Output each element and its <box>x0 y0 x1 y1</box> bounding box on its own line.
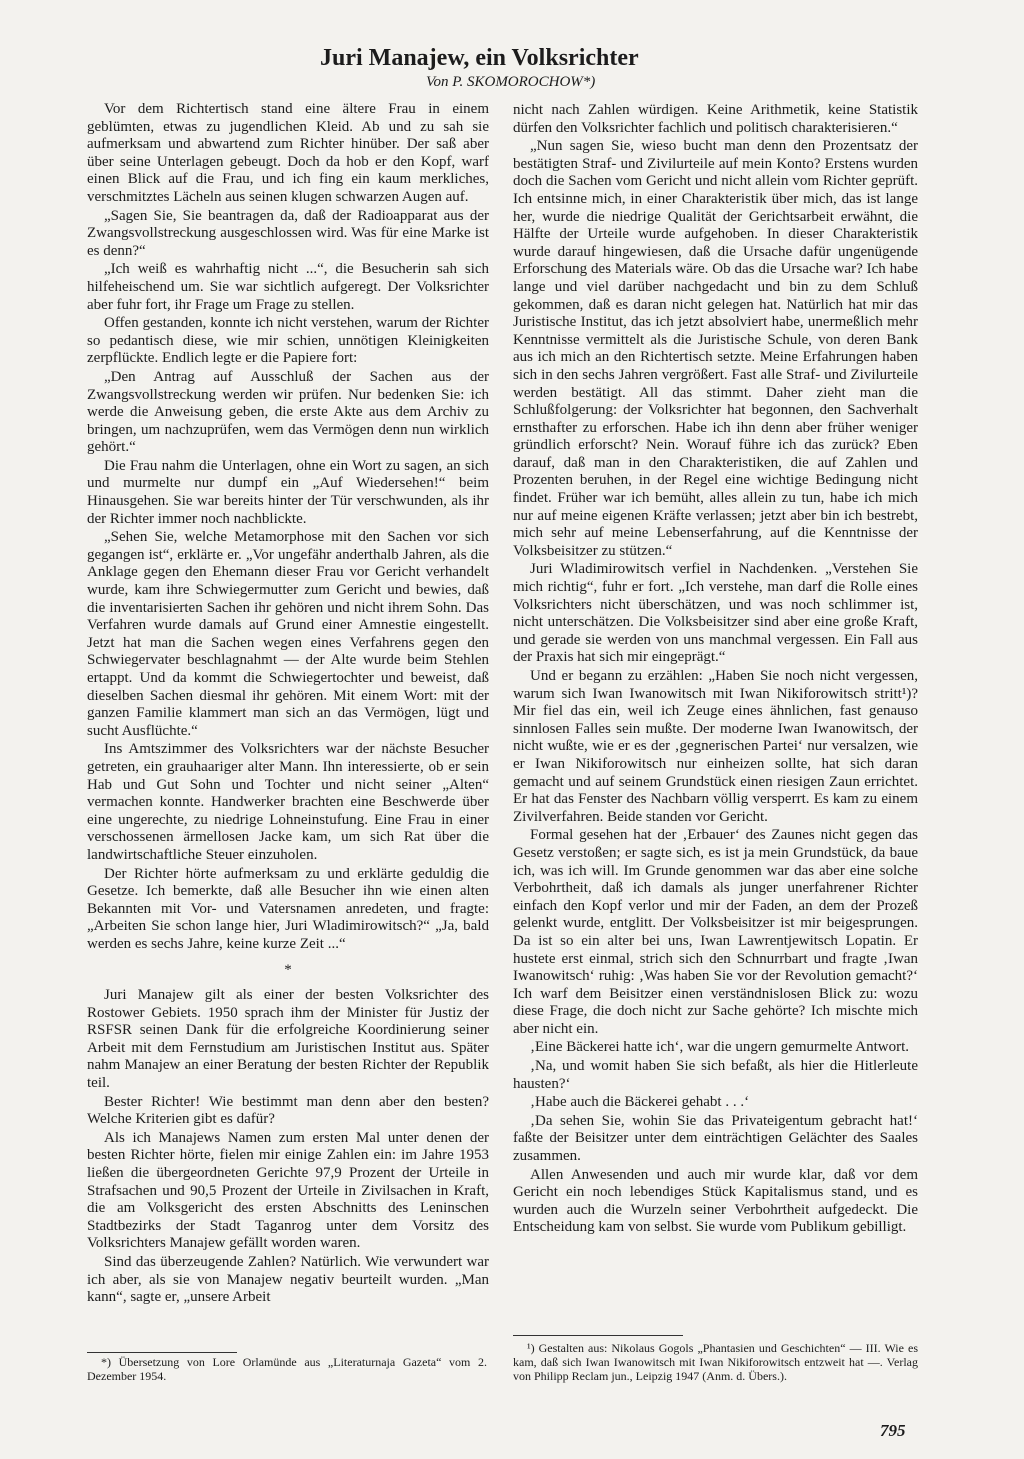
paragraph: Bester Richter! Wie bestimmt man denn aber den besten? Welche Kriterien gibt es dafür? <box>87 1093 489 1128</box>
paragraph: ‚Habe auch die Bäckerei gehabt . . .‘ <box>530 1094 750 1111</box>
paragraph: ‚Eine Bäckerei hatte ich‘, war die ungern gemurmelte Antwort. <box>530 1039 910 1056</box>
page-number: 795 <box>880 1421 906 1440</box>
footnote-text: *) Übersetzung von Lore Orlamünde aus „Literaturnaja Gazeta“ vom 2. Dezember 1954. <box>87 1355 487 1383</box>
footnote-rule <box>513 1335 683 1336</box>
article-title: Juri Manajew, ein Volksrichter <box>320 45 639 71</box>
paragraph: Vor dem Richtertisch stand eine ältere Frau in einem geblümten, etwas zu jugendlichen Kleid. Ab und zu sah sie aufmerksam und abwartend zum Richter hinüber. Der saß aber über seine Unterlagen gebeugt. Doch da hob er den Kopf, warf einen Blick auf die Frau, und ich fing ein kaum merkliches, verschmitztes Lächeln aus seinen klugen schwarzen Augen auf. <box>87 101 489 205</box>
section-separator: * <box>284 961 292 978</box>
paragraph: Sind das überzeugende Zahlen? Natürlich. Wie verwundert war ich aber, als sie von Manajew negativ beurteilt wurden. „Man kann“, sagte er, „unsere Arbeit <box>87 1254 489 1306</box>
article-byline: Von P. SKOMOROCHOW*) <box>426 74 596 90</box>
paragraph: „Ich weiß es wahrhaftig nicht ...“, die Besucherin sah sich hilfeheischend um. Sie war sichtlich aufgeregt. Der Volksrichter aber fuhr fort, ihr Frage um Frage zu stellen. <box>87 261 489 313</box>
paragraph: Juri Manajew gilt als einer der besten Volksrichter des Rostower Gebiets. 1950 sprach ihm der Minister für Justiz der RSFSR seinen Dank für die erfolgreiche Koordinierung seiner Arbeit mit dem Fernstudium am Juristischen Institut aus. Später nahm Manajew an einer Beratung der besten Richter der Republik teil. <box>87 987 489 1092</box>
footnote-left <box>87 1352 487 1383</box>
paragraph: Juri Wladimirowitsch verfiel in Nachdenken. „Verstehen Sie mich richtig“, fuhr er fort. „Ich verstehe, man darf die Rolle eines Volksrichters nicht überschätzen, und was noch schlimmer ist, nicht unterschätzen. Die Volksbeisitzer sind aber eine große Kraft, und gerade sie werden von uns manchmal vergessen. Ein Fall aus der Praxis hat sich mir eingeprägt.“ <box>513 561 918 666</box>
footnote-right <box>513 1335 918 1383</box>
footnote-text: ¹) Gestalten aus: Nikolaus Gogols „Phantasien und Geschichten“ — III. Wie es kam, daß sich Iwan Iwanowitsch mit Iwan Nikiforowitsch entzweit hat —. Verlag von Philipp Reclam jun., Leipzig 1947 (Anm. d. Übers.). <box>513 1341 918 1383</box>
paragraph: „Nun sagen Sie, wieso bucht man denn den Prozentsatz der bestätigten Straf- und Zivilurteile auf mein Konto? Erstens wurden doch die Sachen vom Gericht und nicht allein vom Richter geprüft. Ich entsinne mich, in einer Charakteristik über mich, das ist lange her, wurde die niedrige Qualität der Gerichtsarbeit erwähnt, die Hälfte der Urteile wurde aufgehoben. In dieser Charakteristik wurde darauf hingewiesen, daß die Ursache dafür ungenügende Erforschung des Materials wäre. Ob das die Ursache war? Ich habe lange und viel darüber nachgedacht und bin zu dem Schluß gekommen, daß es daran nicht gelegen hat. Natürlich hat mir das Juristische Institut, das ich jetzt absolviert habe, unermeßlich mehr Kenntnisse vermittelt als die Juristische Schule, von deren Bank aus ich mich an den Richtertisch setzte. Meine Erfahrungen haben sich in den sechs Jahren vergrößert. Fast alle Straf- und Zivilurteile werden bestätigt. All das stimmt. Daher zieht man die Schlußfolgerung: der Volksrichter hat begonnen, den Sachverhalt ernsthafter zu erforschen. Habe ich ihn denn aber früher weniger gründlich erforscht? Nein. Worauf führe ich das zurück? Eben darauf, daß man in den Charakteristiken, die auf Zahlen und Prozenten beruhen, in der Regel eine wichtige Bedingung nicht findet. Früher war ich bemüht, alles allein zu tun, habe ich mich nur auf meine eigenen Kräfte verlassen; jetzt aber bin ich bestrebt, mich sehr auf meine Lebenserfahrung, auf die Kenntnisse der Volksbeisitzer zu stützen.“ <box>513 138 918 559</box>
paragraph: ‚Na, und womit haben Sie sich befaßt, als hier die Hitlerleute hausten?‘ <box>513 1058 918 1092</box>
footnote-rule <box>87 1352 237 1353</box>
paragraph: Ins Amtszimmer des Volksrichters war der nächste Besucher getreten, ein grauhaariger alter Mann. Ihn interessierte, ob er sein Hab und Gut Sohn und Tochter und nicht seiner „Alten“ vermachen konnte. Handwerker brachten eine Beschwerde über eine ungerechte, zu niedrige Lohneinstufung. Eine Frau in einer verschossenen ärmellosen Jacke kam, um sich Rat über die landwirtschaftliche Steuer einzuholen. <box>87 741 489 863</box>
paragraph: „Sehen Sie, welche Metamorphose mit den Sachen vor sich gegangen ist“, erklärte er. „Vor ungefähr anderthalb Jahren, als die Anklage gegen den Ehemann dieser Frau vor Gericht verhandelt wurde, kam ihre Schwiegermutter zum Gericht und bewies, daß die inventarisierten Sachen ihr gehören und nicht ihrem Sohn. Das Verfahren wurde damals auf Grund einer Amnestie eingestellt. Jetzt hat man die Sachen wegen eines Verfahrens gegen den Schwiegervater beschlagnahmt — der Alte wurde beim Stehlen ertappt. Und da kommt die Schwiegertochter und beweist, daß dieselben Sachen diesmal ihr gehören. Mit einem Wort: mit der ganzen Familie klammert man sich an das Vermögen, lügt und sucht Ausflüchte.“ <box>87 529 489 739</box>
paragraph: „Den Antrag auf Ausschluß der Sachen aus der Zwangsvollstreckung werden wir prüfen. Nur bedenken Sie: ich werde die Anweisung geben, die erste Akte aus dem Archiv zu bringen, um nachzuprüfen, wem das Vermögen denn nun wirklich gehört.“ <box>87 368 489 456</box>
paragraph: „Sagen Sie, Sie beantragen da, daß der Radioapparat aus der Zwangsvollstreckung ausgeschlossen wird. Was für eine Marke ist es denn?“ <box>87 207 489 259</box>
paragraph: Der Richter hörte aufmerksam zu und erklärte geduldig die Gesetze. Ich bemerkte, daß alle Besucher ihn wie einen alten Bekannten mit Vor- und Vatersnamen anredeten, und fragte: „Arbeiten Sie schon lange hier, Juri Wladimirowitsch?“ „Ja, bald werden es sechs Jahre, keine kurze Zeit ...“ <box>87 865 489 952</box>
left-column <box>87 101 489 1308</box>
paragraph: ‚Da sehen Sie, wohin Sie das Privateigentum gebracht hat!‘ faßte der Beisitzer unter dem einträchtigen Gelächter des Saales zusammen. <box>513 1112 918 1165</box>
paragraph: nicht nach Zahlen würdigen. Keine Arithmetik, keine Statistik dürfen den Volksrichter fachlich und politisch charakterisieren.“ <box>513 102 918 136</box>
right-column <box>513 102 918 1238</box>
paragraph: Und er begann zu erzählen: „Haben Sie noch nicht vergessen, warum sich Iwan Iwanowitsch mit Iwan Nikiforowitsch stritt¹)? Mir fiel das ein, weil ich Zeuge eines ähnlichen, fast genauso sinnlosen Falles sein mußte. Der moderne Iwan Iwanowitsch, der nicht wußte, wie er es der ‚gegnerischen Partei‘ nur versalzen, wie er Iwan Nikiforowitsch nur einheizen sollte, hat sich daran gemacht und auf seinem Grundstück einen riesigen Zaun errichtet. Er hat das Fenster des Nachbarn völlig versperrt. Es kam zu einem Zivilverfahren. Beide standen vor Gericht. <box>513 668 918 825</box>
paragraph: Offen gestanden, konnte ich nicht verstehen, warum der Richter so pedantisch diese, wie mir schien, unnötigen Kleinigkeiten zerpflückte. Endlich legte er die Papiere fort: <box>87 315 489 367</box>
paragraph: Formal gesehen hat der ‚Erbauer‘ des Zaunes nicht gegen das Gesetz verstoßen; er sagte sich, es ist ja mein Grundstück, da baue ich, was ich will. Im Grunde genommen war das aber eine solche Verbohrtheit, daß ich damals als junger unerfahrener Richter einfach den Kopf verlor und mir der Faden, an dem der Prozeß gelenkt wurde, entglitt. Der Volksbeisitzer ist mir beigesprungen. Da ist so ein alter bei uns, Iwan Lawrentjewitsch Lopatin. Er hustete erst einmal, strich sich den Schnurrbart und fragte ‚Iwan Iwanowitsch‘ ruhig: ‚Was haben Sie vor der Revolution gemacht?‘ Ich warf dem Beisitzer einen verständnislosen Blick zu: wozu diese Frage, die doch nicht zur Sache gehörte? Ich mischte mich aber nicht ein. <box>513 827 918 1037</box>
paragraph: Allen Anwesenden und auch mir wurde klar, daß vor dem Gericht ein noch lebendiges Stück Kapitalismus stand, und es wurden auch die Wurzeln seiner Verbohrtheit aufgedeckt. Die Entscheidung kam von selbst. Sie wurde vom Publikum gebilligt. <box>513 1166 918 1236</box>
paragraph: Die Frau nahm die Unterlagen, ohne ein Wort zu sagen, an sich und murmelte nur dumpf ein „Auf Wiedersehen!“ beim Hinausgehen. Sie war bereits hinter der Tür verschwunden, als ihr der Richter immer noch nachblickte. <box>87 457 489 527</box>
paragraph: Als ich Manajews Namen zum ersten Mal unter denen der besten Richter hörte, fielen mir einige Zahlen ein: im Jahre 1953 ließen die übergeordneten Gerichte 97,9 Prozent der Urteile in Strafsachen und 90,5 Prozent der Urteile in Zivilsachen in Kraft, die am Volksgericht des ersten Abschnitts des Leninschen Stadtbezirks der Stadt Taganrog unter dem Vorsitz des Volksrichters Manajew gefällt worden waren. <box>87 1129 489 1252</box>
